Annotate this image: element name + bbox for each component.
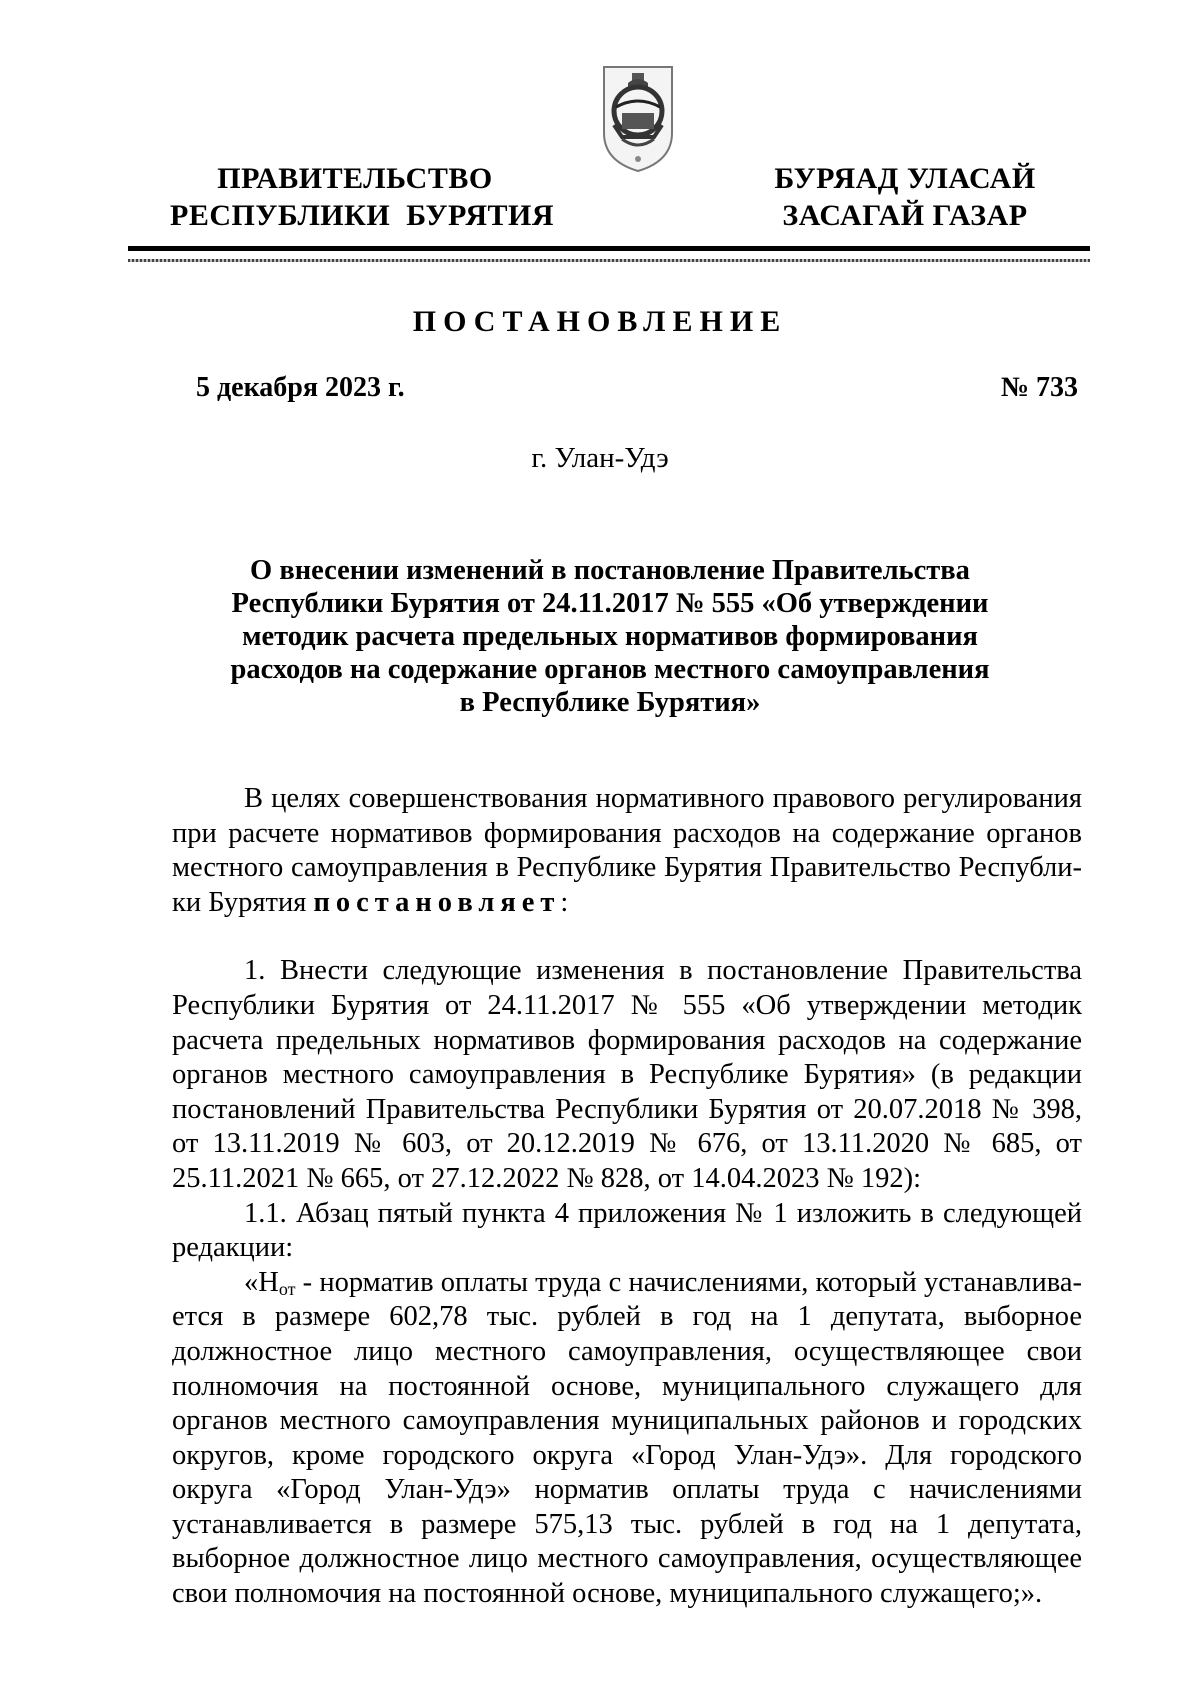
header-left-line1: ПРАВИТЕЛЬСТВО [217,162,493,195]
header-divider-thin [128,259,1090,262]
paragraph-quoted-norm [172,1266,1082,1612]
document-title [170,554,1050,719]
title-line: Республики Бурятия от 24.11.2017 № 555 «Об утверждении [231,588,989,619]
header-right-line1: БУРЯАД УЛАСАЙ [774,162,1036,195]
document-date: 5 декабря 2023 г. [196,372,405,403]
norm-symbol: «Н [244,1266,279,1298]
norm-subscript: от [278,1278,296,1299]
document-city: г. Улан-Удэ [531,442,669,474]
document-number: № 733 [1000,372,1078,403]
government-name-buryat [760,160,1050,234]
government-name-russian [170,160,555,234]
title-line: расходов на содержание органов местного самоуправления [230,654,990,685]
document-type: ПОСТАНОВЛЕНИЕ [412,305,788,338]
header-divider-thick [128,246,1090,251]
coat-of-arms-icon [598,55,678,175]
preamble-end: : [560,886,569,918]
header-right-line2: ЗАСАГАЙ ГАЗАР [782,199,1028,232]
title-line: методик расчета предельных нормативов формирования [242,621,978,652]
preamble-text: В целях совершенствования нормативного правового регулирования при расчете нормативов формирования расходов на содержание органов местного самоуправления в Республике Бурятия Правительство Республики Бурятия [172,783,1082,918]
title-line: в Республике Бурятия» [459,687,761,718]
paragraph-preamble [172,782,1082,920]
resolution-keyword: постановляет [313,886,561,918]
title-line: О внесении изменений в постановление Правительства [250,555,970,586]
paragraph-item-1: 1. Внести следующие изменения в постановление Правительства Республики Бурятия от 24.11.2017 № 555 «Об утверждении методик расчета предельных нормативов формирования расходов на содержание органов местного самоуправления в Республике Бурятия» (в редакции постановлений Правительства Республики Бурятия от 20.07.2018 № 398, от 13.11.2019 № 603, от 20.12.2019 № 676, от 13.11.2020 № 685, от 25.11.2021 № 665, от 27.12.2022 № 828, от 14.04.2023 № 192): [172,955,1082,1194]
document-body [172,782,1082,1612]
header-left-line2: РЕСПУБЛИКИ БУРЯТИЯ [170,199,555,232]
paragraph-item-1-1: 1.1. Абзац пятый пункта 4 приложения № 1 изложить в следующей редакции: [172,1197,1082,1264]
norm-text: - норматив оплаты труда с начислениями, который устанавливается в размере 602,78 тыс. рублей в год на 1 депутата, выборное должностное лицо местного самоуправления, осуществляющее свои полномочия на постоянной основе, муниципального служащего для органов местного самоуправления муниципальных районов и городских округов, кроме городского округа «Город Улан-Удэ». Для городского округа «Город Улан-Удэ» норматив оплаты труда с начислениями устанавливается в размере 575,13 тыс. рублей в год на 1 депутата, выборное должностное лицо местного самоуправления, осуществляющее свои полномочия на постоянной основе, муниципального служащего;». [172,1266,1082,1610]
